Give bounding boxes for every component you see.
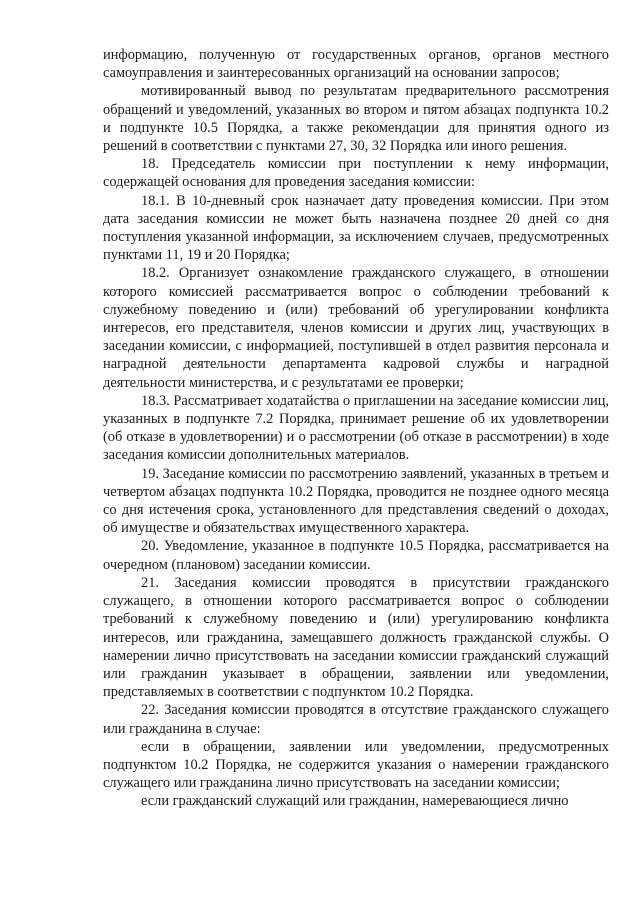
- paragraph-20: 20. Уведомление, указанное в подпункте 10.5 Порядка, рассматривается на очередном (плановом) заседании комиссии.: [103, 538, 609, 573]
- paragraph-18: 18. Председатель комиссии при поступлении к нему информации, содержащей основания для проведения заседания комиссии:: [103, 156, 609, 191]
- paragraph-22-case-1: если в обращении, заявлении или уведомлении, предусмотренных подпунктом 10.2 Порядка, не содержится указания о намерении гражданского служащего или гражданина лично присутствовать на заседании комиссии;: [103, 738, 609, 792]
- paragraph-18-1: 18.1. В 10-дневный срок назначает дату проведения комиссии. При этом дата заседания комиссии не может быть назначена позднее 20 дней со дня поступления указанной информации, за исключением случаев, предусмотренных пунктами 11, 19 и 20 Порядка;: [103, 192, 609, 264]
- document-body: [103, 46, 609, 811]
- paragraph-22-case-2: если гражданский служащий или гражданин, намеревающиеся лично: [141, 793, 569, 810]
- paragraph-22: 22. Заседания комиссии проводятся в отсутствие гражданского служащего или гражданина в случае:: [103, 702, 609, 737]
- paragraph-motivated-conclusion: мотивированный вывод по результатам предварительного рассмотрения обращений и уведомлений, указанных во втором и пятом абзацах подпункта 10.2 и подпункте 10.5 Порядка, а также рекомендации для принятия одного из решений в соответствии с пунктами 27, 30, 32 Порядка или иного решения.: [103, 83, 609, 155]
- paragraph-18-3: 18.3. Рассматривает ходатайства о приглашении на заседание комиссии лиц, указанных в подпункте 7.2 Порядка, принимает решение об их удовлетворении (об отказе в удовлетворении) и о рассмотрении (об отказе в рассмотрении) в ходе заседания комиссии дополнительных материалов.: [103, 392, 609, 464]
- paragraph-18-2: 18.2. Организует ознакомление гражданского служащего, в отношении которого комиссией рассматривается вопрос о соблюдении требований к служебному поведению и (или) требований об урегулировании конфликта интересов, его представителя, членов комиссии и других лиц, участвующих в заседании комиссии, с информацией, поступившей в отдел развития персонала и наградной деятельности департамента кадровой службы и наградной деятельности министерства, и с результатами ее проверки;: [103, 265, 609, 391]
- paragraph-information-sources: информацию, полученную от государственных органов, органов местного самоуправления и заинтересованных организаций на основании запросов;: [103, 47, 609, 82]
- paragraph-21: 21. Заседания комиссии проводятся в присутствии гражданского служащего, в отношении которого рассматривается вопрос о соблюдении требований к служебному поведению и (или) урегулированию конфликта интересов, или гражданина, замещавшего должность гражданской службы. О намерении лично присутствовать на заседании комиссии гражданский служащий или гражданин указывает в обращении, заявлении или уведомлении, представляемых в соответствии с подпунктом 10.2 Порядка.: [103, 574, 609, 701]
- paragraph-19: 19. Заседание комиссии по рассмотрению заявлений, указанных в третьем и четвертом абзацах подпункта 10.2 Порядка, проводится не позднее одного месяца со дня истечения срока, установленного для представления сведений о доходах, об имуществе и обязательствах имущественного характера.: [103, 465, 609, 537]
